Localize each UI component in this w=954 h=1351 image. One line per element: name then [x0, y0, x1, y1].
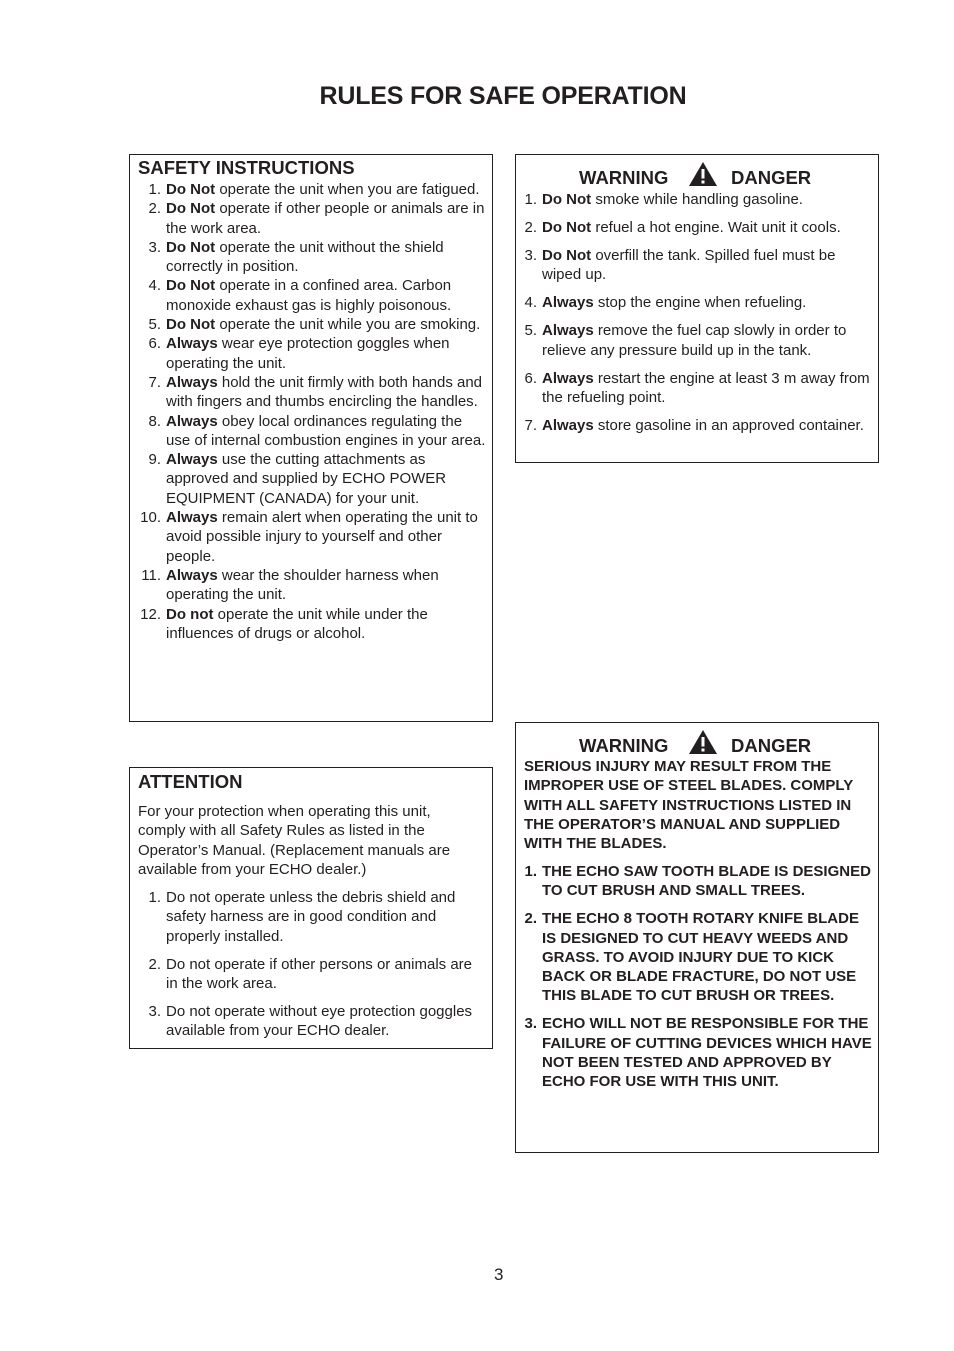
list-item: 6. Always wear eye protection goggles when operating the unit. [148, 335, 450, 372]
blade-warning-list [524, 862, 872, 1092]
page-number: 3 [494, 1265, 504, 1284]
safety-instructions-heading: SAFETY INSTRUCTIONS [138, 157, 355, 178]
attention-list [148, 888, 486, 1040]
danger-label: DANGER [731, 167, 812, 188]
warning-triangle-icon [688, 729, 718, 755]
attention-intro: For your protection when operating this unit, comply with all Safety Rules as listed in the Operator’s Manual. (Replacement manuals are available from your ECHO dealer.) [138, 803, 451, 878]
safety-instructions-list [140, 180, 486, 643]
list-item: 6. Always restart the engine at least 3 m away from the refueling point. [524, 369, 870, 406]
list-item: 1. THE ECHO SAW TOOTH BLADE IS DESIGNED TO CUT BRUSH AND SMALL TREES. [524, 863, 871, 900]
blade-warning-box [515, 722, 879, 1153]
list-item: 1. Do not operate unless the debris shield and safety harness are in good condition and properly installed. [148, 889, 456, 945]
list-item: 4. Do Not operate in a confined area. Carbon monoxide exhaust gas is highly poisonous. [148, 277, 452, 314]
page-title: RULES FOR SAFE OPERATION [319, 82, 687, 110]
list-item: 8. Always obey local ordinances regulating the use of internal combustion engines in your area. [148, 412, 486, 449]
list-item: 3. Do Not overfill the tank. Spilled fuel must be wiped up. [524, 246, 836, 284]
list-item: 7. Always hold the unit firmly with both hands and with fingers and thumbs encircling the handles. [148, 373, 483, 411]
list-item: 5. Always remove the fuel cap slowly in order to relieve any pressure build up in the tank. [524, 322, 847, 359]
blade-warning-intro: SERIOUS INJURY MAY RESULT FROM THE IMPROPER USE OF STEEL BLADES. COMPLY WITH ALL SAFETY INSTRUCTIONS LISTED IN THE OPERATOR’S MANUAL AND SUPPLIED WITH THE BLADES. [524, 758, 853, 853]
list-item: 1. Do Not operate the unit when you are fatigued. [148, 181, 480, 198]
list-item: 9. Always use the cutting attachments as approved and supplied by ECHO POWER EQUIPMENT (CANADA) for your unit. [148, 451, 447, 507]
attention-heading: ATTENTION [138, 771, 243, 792]
warning-label: WARNING [579, 167, 669, 188]
list-item: 7. Always store gasoline in an approved container. [524, 416, 864, 434]
list-item: 2. THE ECHO 8 TOOTH ROTARY KNIFE BLADE IS DESIGNED TO CUT HEAVY WEEDS AND GRASS. TO AVOID INJURY DUE TO KICK BACK OR BLADE FRACTURE, DO NOT USE THIS BLADE TO CUT BRUSH OR TREES. [524, 910, 859, 1005]
list-item: 12. Do not operate the unit while under the influences of drugs or alcohol. [140, 605, 428, 642]
list-item: 4. Always stop the engine when refueling. [524, 294, 807, 312]
list-item: 3. Do Not operate the unit without the shield correctly in position. [148, 238, 444, 276]
attention-box [129, 767, 493, 1049]
list-item: 3. ECHO WILL NOT BE RESPONSIBLE FOR THE FAILURE OF CUTTING DEVICES WHICH HAVE NOT BEEN TESTED AND APPROVED BY ECHO FOR USE WITH THIS UNIT. [524, 1015, 872, 1091]
fuel-warning-list [524, 190, 872, 435]
list-item: 1. Do Not smoke while handling gasoline. [524, 191, 803, 208]
list-item: 2. Do Not refuel a hot engine. Wait unit it cools. [524, 218, 841, 236]
list-item: 2. Do not operate if other persons or animals are in the work area. [148, 955, 472, 992]
list-item: 5. Do Not operate the unit while you are smoking. [148, 316, 481, 334]
list-item: 11. Always wear the shoulder harness when operating the unit. [141, 566, 439, 604]
warning-label: WARNING [579, 735, 669, 756]
list-item: 10. Always remain alert when operating the unit to avoid possible injury to yourself and other people. [140, 509, 478, 565]
list-item: 3. Do not operate without eye protection goggles available from your ECHO dealer. [148, 1002, 473, 1040]
warning-triangle-icon [688, 161, 718, 187]
list-item: 2. Do Not operate if other people or animals are in the work area. [148, 200, 485, 237]
safety-instructions-box [129, 154, 493, 722]
fuel-warning-box [515, 154, 879, 463]
danger-label: DANGER [731, 735, 812, 756]
